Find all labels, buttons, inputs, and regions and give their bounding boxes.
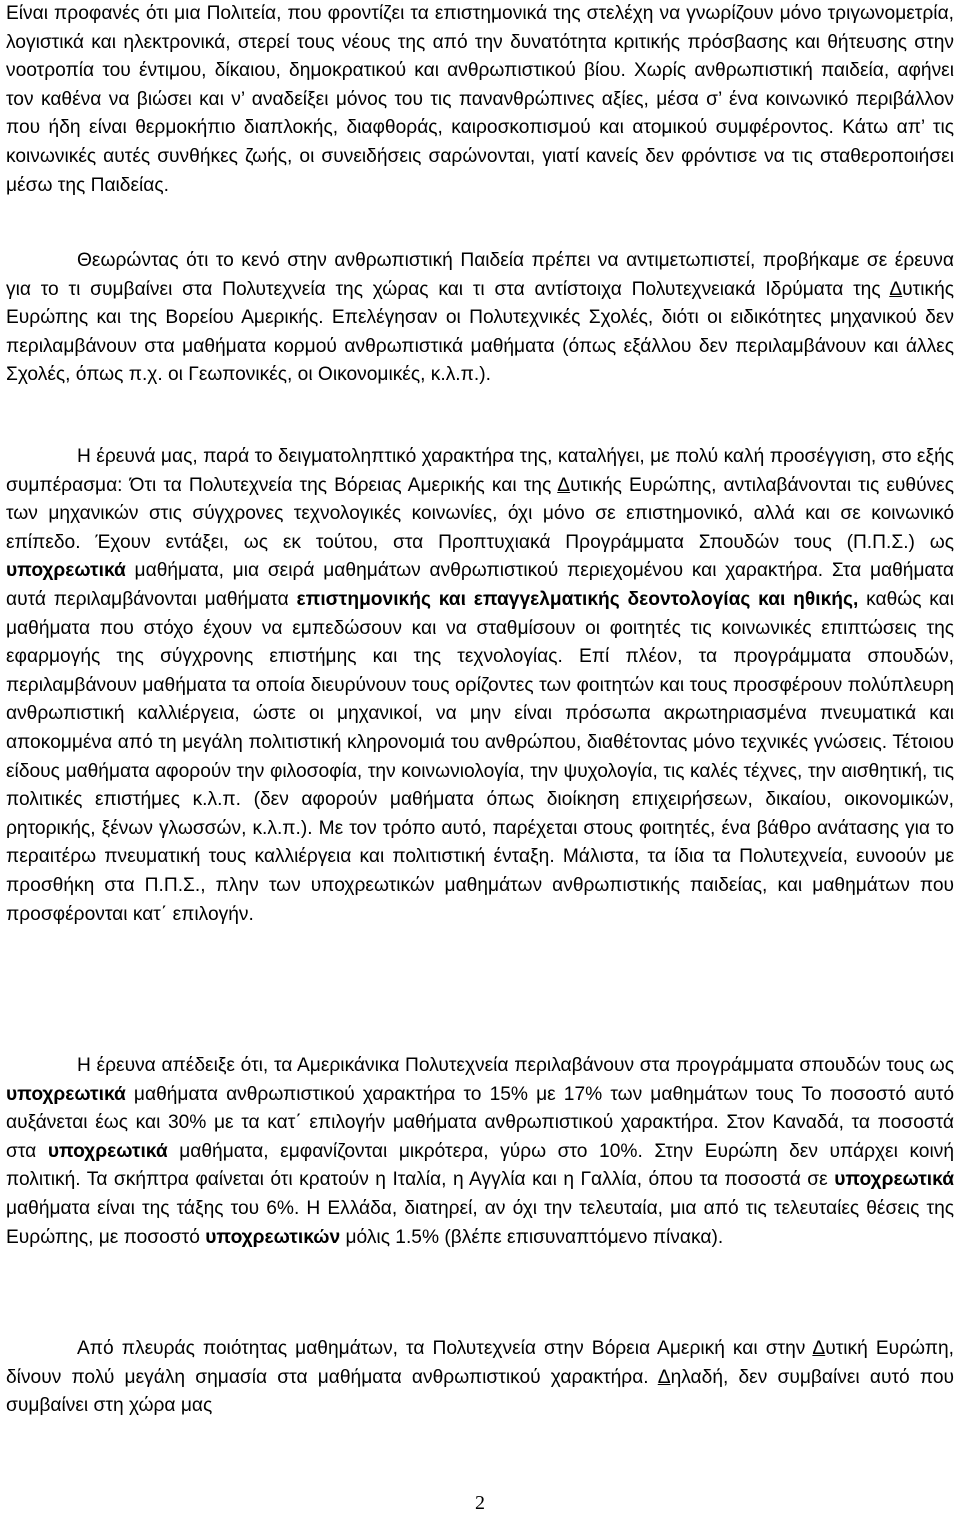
page-number: 2 xyxy=(475,1492,485,1514)
paragraph-1 xyxy=(6,0,954,200)
bold-term-mandatory-plural: υποχρεωτικών xyxy=(205,1226,341,1248)
paragraph-4-text-b: μαθήματα ανθρωπιστικού χαρακτήρα το 15% με 17% των μαθημάτων τους Το ποσοστό αυτό αυξάνεται έως και 30% με τα κατ΄ επιλογήν μαθήματα ανθρωπιστικού χαρακτήρα. Στον Καναδά, τα ποσοστά στα xyxy=(6,1083,954,1162)
paragraph-5-text-a: Από πλευράς ποιότητας μαθημάτων, τα Πολυτεχνεία στην Βόρεια Αμερική και στην xyxy=(77,1338,813,1359)
paragraph-4-text-c: μαθήματα, εμφανίζονται μικρότερα, γύρω στο 10%. Στην Ευρώπη δεν υπάρχει κοινή πολιτική. Τα σκήπτρα φαίνεται ότι κρατούν η Ιταλία, η Αγγλία και η Γαλλία, όπου τα ποσοστά σε xyxy=(6,1140,955,1191)
paragraph-3-text-c: μαθήματα, μια σειρά μαθημάτων ανθρωπιστικού περιεχομένου και χαρακτήρα. Στα μαθήματα αυτά περιλαμβάνονται μαθήματα xyxy=(6,560,954,610)
paragraph-4-text-d: μαθήματα είναι της τάξης του 6%. Η Ελλάδα, διατηρεί, αν όχι την τελευταία, μια από τις τελευταίες θέσεις της Ευρώπης, με ποσοστό xyxy=(6,1197,954,1248)
paragraph-5-text-b: υτική Ευρώπη, δίνουν πολύ μεγάλη σημασία στα μαθήματα ανθρωπιστικού χαρακτήρα. xyxy=(6,1338,955,1388)
paragraph-4-text-e: μόλις 1.5% (βλέπε επισυναπτόμενο πίνακα). xyxy=(340,1226,724,1248)
paragraph-3 xyxy=(6,443,954,929)
paragraph-2-text-a: Θεωρώντας ότι το κενό στην ανθρωπιστική Παιδεία πρέπει να αντιμετωπιστεί, προβήκαμε σε έρευνα για το τι συμβαίνει στα Πολυτεχνεία της χώρας και τι στα αντίστοιχα Πολυτεχνειακά Ιδρύματα της xyxy=(6,250,954,300)
bold-term-mandatory: υποχρεωτικά xyxy=(47,1140,168,1162)
underlined-letter: Δ xyxy=(657,1366,671,1388)
underlined-letter: Δ xyxy=(557,474,571,496)
paragraph-5 xyxy=(6,1335,954,1421)
paragraph-3-text-b: υτικής Ευρώπης, αντιλαβάνονται τις ευθύνες των μηχανικών στις σύγχρονες τεχνολογικές κοινωνίες, όχι μόνο σε επιστημονικό, αλλά και σε κοινωνικό επίπεδο. Έχουν εντάξει, ως εκ τούτου, στα Προπτυχιακά Προγράμματα Σπουδών τους (Π.Π.Σ.) ως xyxy=(6,474,954,553)
paragraph-3-text-a: Η έρευνά μας, παρά το δειγματοληπτικό χαρακτήρα της, καταλήγει, με πολύ καλή προσέγγιση, στο εξής συμπέρασμα: Ότι τα Πολυτεχνεία της Βόρειας Αμερικής και της xyxy=(6,446,954,496)
underlined-letter: Δ xyxy=(812,1338,826,1359)
bold-term-ethics: επιστημονικής και επαγγελματικής δεοντολογίας και ηθικής, xyxy=(296,588,859,610)
underlined-letter: Δ xyxy=(889,278,903,300)
bold-term-mandatory: υποχρεωτικά xyxy=(6,1083,126,1105)
paragraph-2-text-b: υτικής Ευρώπης και της Βορείου Αμερικής. Επελέγησαν οι Πολυτεχνικές Σχολές, διότι οι ειδικότητες μηχανικού δεν περιλαμβάνουν στα μαθήματα κορμού ανθρωπιστικά μαθήματα (όπως εξάλλου δεν περιλαμβάνουν και άλλες Σχολές, όπως π.χ. οι Γεωπονικές, οι Οικονομικές, κ.λ.π.). xyxy=(6,278,954,386)
paragraph-5-text-c: ηλαδή, δεν συμβαίνει αυτό που συμβαίνει στη χώρα μας xyxy=(6,1366,955,1417)
paragraph-4 xyxy=(6,1052,954,1252)
paragraph-1-text: Είναι προφανές ότι μια Πολιτεία, που φροντίζει τα επιστημονικά της στελέχη να γνωρίζουν μόνο τριγωνομετρία, λογιστικά και ηλεκτρονικά, στερεί τους νέους της από την δυνατότητα κριτικής πρόσβασης και θήτευσης στην νοοτροπία του έντιμου, δίκαιου, δημοκρατικού και ανθρωπιστικού βίου. Χωρίς ανθρωπιστική παιδεία, αφήνει τον καθένα να βιώσει και ν’ αναδείξει μόνος του τις πανανθρώπινες αξίες, μέσα σ’ ένα κοινωνικό περιβάλλον που ήδη είναι θερμοκήπιο διαπλοκής, διαφθοράς, καιροσκοπισμού και ατομικού συμφέροντος. Κάτω απ’ τις κοινωνικές αυτές συνθήκες ζωής, οι συνειδήσεις σαρώνονται, γιατί κανείς δεν φρόντισε να τις σταθεροποιήσει μέσω της Παιδείας. xyxy=(6,3,954,196)
paragraph-4-text-a: Η έρευνα απέδειξε ότι, τα Αμερικάνικα Πολυτεχνεία περιλαβάνουν στα προγράμματα σπουδών τους ως xyxy=(77,1055,954,1076)
bold-term-mandatory: υποχρεωτικά xyxy=(834,1169,954,1191)
bold-term-mandatory: υποχρεωτικά xyxy=(6,560,126,582)
paragraph-3-text-d: καθώς και μαθήματα που στόχο έχουν να εμπεδώσουν και να σταθμίσουν οι φοιτητές τις κοινωνικές επιπτώσεις της εφαρμογής της σύγχρονης επιστήμης και της τεχνολογίας. Επί πλέον, τα προγράμματα σπουδών, περιλαμβάνουν μαθήματα τα οποία διευρύνουν τους ορίζοντες των φοιτητών και τους προσφέρουν πολύπλευρη ανθρωπιστική καλλιέργεια, ώστε οι μηχανικοί, να μην είναι πρόσωπα ακρωτηριασμένα πνευματικά και αποκομμένα από τη μεγάλη πολιτιστική κληρονομιά του ανθρώπου, διαθέτοντας μόνο τεχνικές γνώσεις. Τέτοιου είδους μαθήματα αφορούν την φιλοσοφία, την κοινωνιολογία, την ψυχολογία, τις καλές τέχνες, την αισθητική, τις πολιτικές επιστήμες κ.λ.π. (δεν αφορούν μαθήματα όπως διοίκηση επιχειρήσεων, δικαίου, οικονομικών, ρητορικής, ξένων γλωσσών, κ.λ.π.). Με τον τρόπο αυτό, παρέχεται στους φοιτητές, ένα βάθρο ανάτασης για το περαιτέρω πνευματική τους καλλιέργεια και πολιτιστική ένταξη. Μάλιστα, τα ίδια τα Πολυτεχνεία, ευνοούν με προσθήκη στα Π.Π.Σ., πλην των υποχρεωτικών μαθημάτων ανθρωπιστικής παιδείας, και μαθημάτων που προσφέρονται κατ΄ επιλογήν. xyxy=(6,588,955,925)
paragraph-2 xyxy=(6,247,954,390)
